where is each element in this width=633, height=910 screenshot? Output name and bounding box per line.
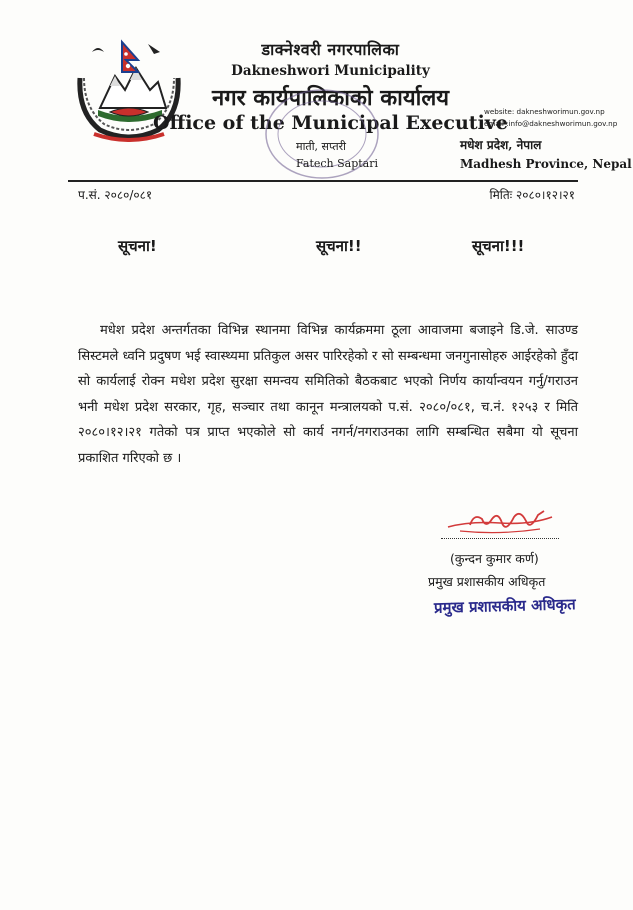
letter-date: मितिः २०८०।१२।२१ xyxy=(489,188,575,202)
handwritten-signature-icon xyxy=(440,505,560,545)
municipality-name-nepali: डाक्नेश्वरी नगरपालिका xyxy=(261,40,400,59)
municipality-name-english: Dakneshwori Municipality xyxy=(231,63,430,79)
designation-stamp: प्रमुख प्रशासकीय अधिकृत xyxy=(433,595,576,617)
email-text: email :info@dakneshworimun.gov.np xyxy=(484,119,618,128)
signature-line xyxy=(441,538,559,539)
province-nepali: मधेश प्रदेश, नेपाल xyxy=(460,138,542,152)
province-info xyxy=(460,136,632,174)
website-text: website: dakneshworimun.gov.np xyxy=(484,107,605,116)
signatory-name: (कुन्दन कुमार कर्ण) xyxy=(450,551,539,566)
notice-heading-2: सूचना!! xyxy=(316,237,362,255)
province-english: Madhesh Province, Nepal xyxy=(460,157,632,171)
location-nepali: माती, सप्तरी xyxy=(296,140,346,153)
office-location xyxy=(296,138,378,172)
office-name-english: Office of the Municipal Executive xyxy=(153,112,508,134)
notice-heading-1: सूचना! xyxy=(118,237,157,255)
header-divider xyxy=(68,180,578,182)
signatory-title: प्रमुख प्रशासकीय अधिकृत xyxy=(428,574,546,589)
notice-heading-3: सूचना!!! xyxy=(472,237,525,255)
notice-body: मधेश प्रदेश अन्तर्गतका विभिन्न स्थानमा विभिन्न कार्यक्रममा ठूला आवाजमा बजाइने डि.जे. साउण्ड सिस्टमले ध्वनि प्रदुषण भई स्वास्थ्यमा प्रतिकुल असर पारिरहेको र सो सम्बन्धमा जनगुनासोहरु आईरहेको हुँदा सो कार्यलाई रोक्न मधेश प्रदेश सुरक्षा समन्वय समितिको बैठकबाट भएको निर्णय कार्यान्वयन गर्नु/गराउन भनी मधेश प्रदेश सरकार, गृह, सञ्चार तथा कानून मन्त्रालयको प.सं. २०८०/०८१, च.नं. १२५३ र मिति २०८०।१२।२१ गतेको पत्र प्राप्त भएकोले सो कार्य नगर्न/नगराउनका लागि सम्बन्धित सबैमा यो सूचना प्रकाशित गरिएको छ । xyxy=(78,323,578,466)
contact-info xyxy=(484,106,617,130)
reference-number: प.सं. २०८०/०८१ xyxy=(78,188,153,202)
office-name-nepali: नगर कार्यपालिकाको कार्यालय xyxy=(212,86,449,111)
location-english: Fatech Saptari xyxy=(296,157,379,170)
